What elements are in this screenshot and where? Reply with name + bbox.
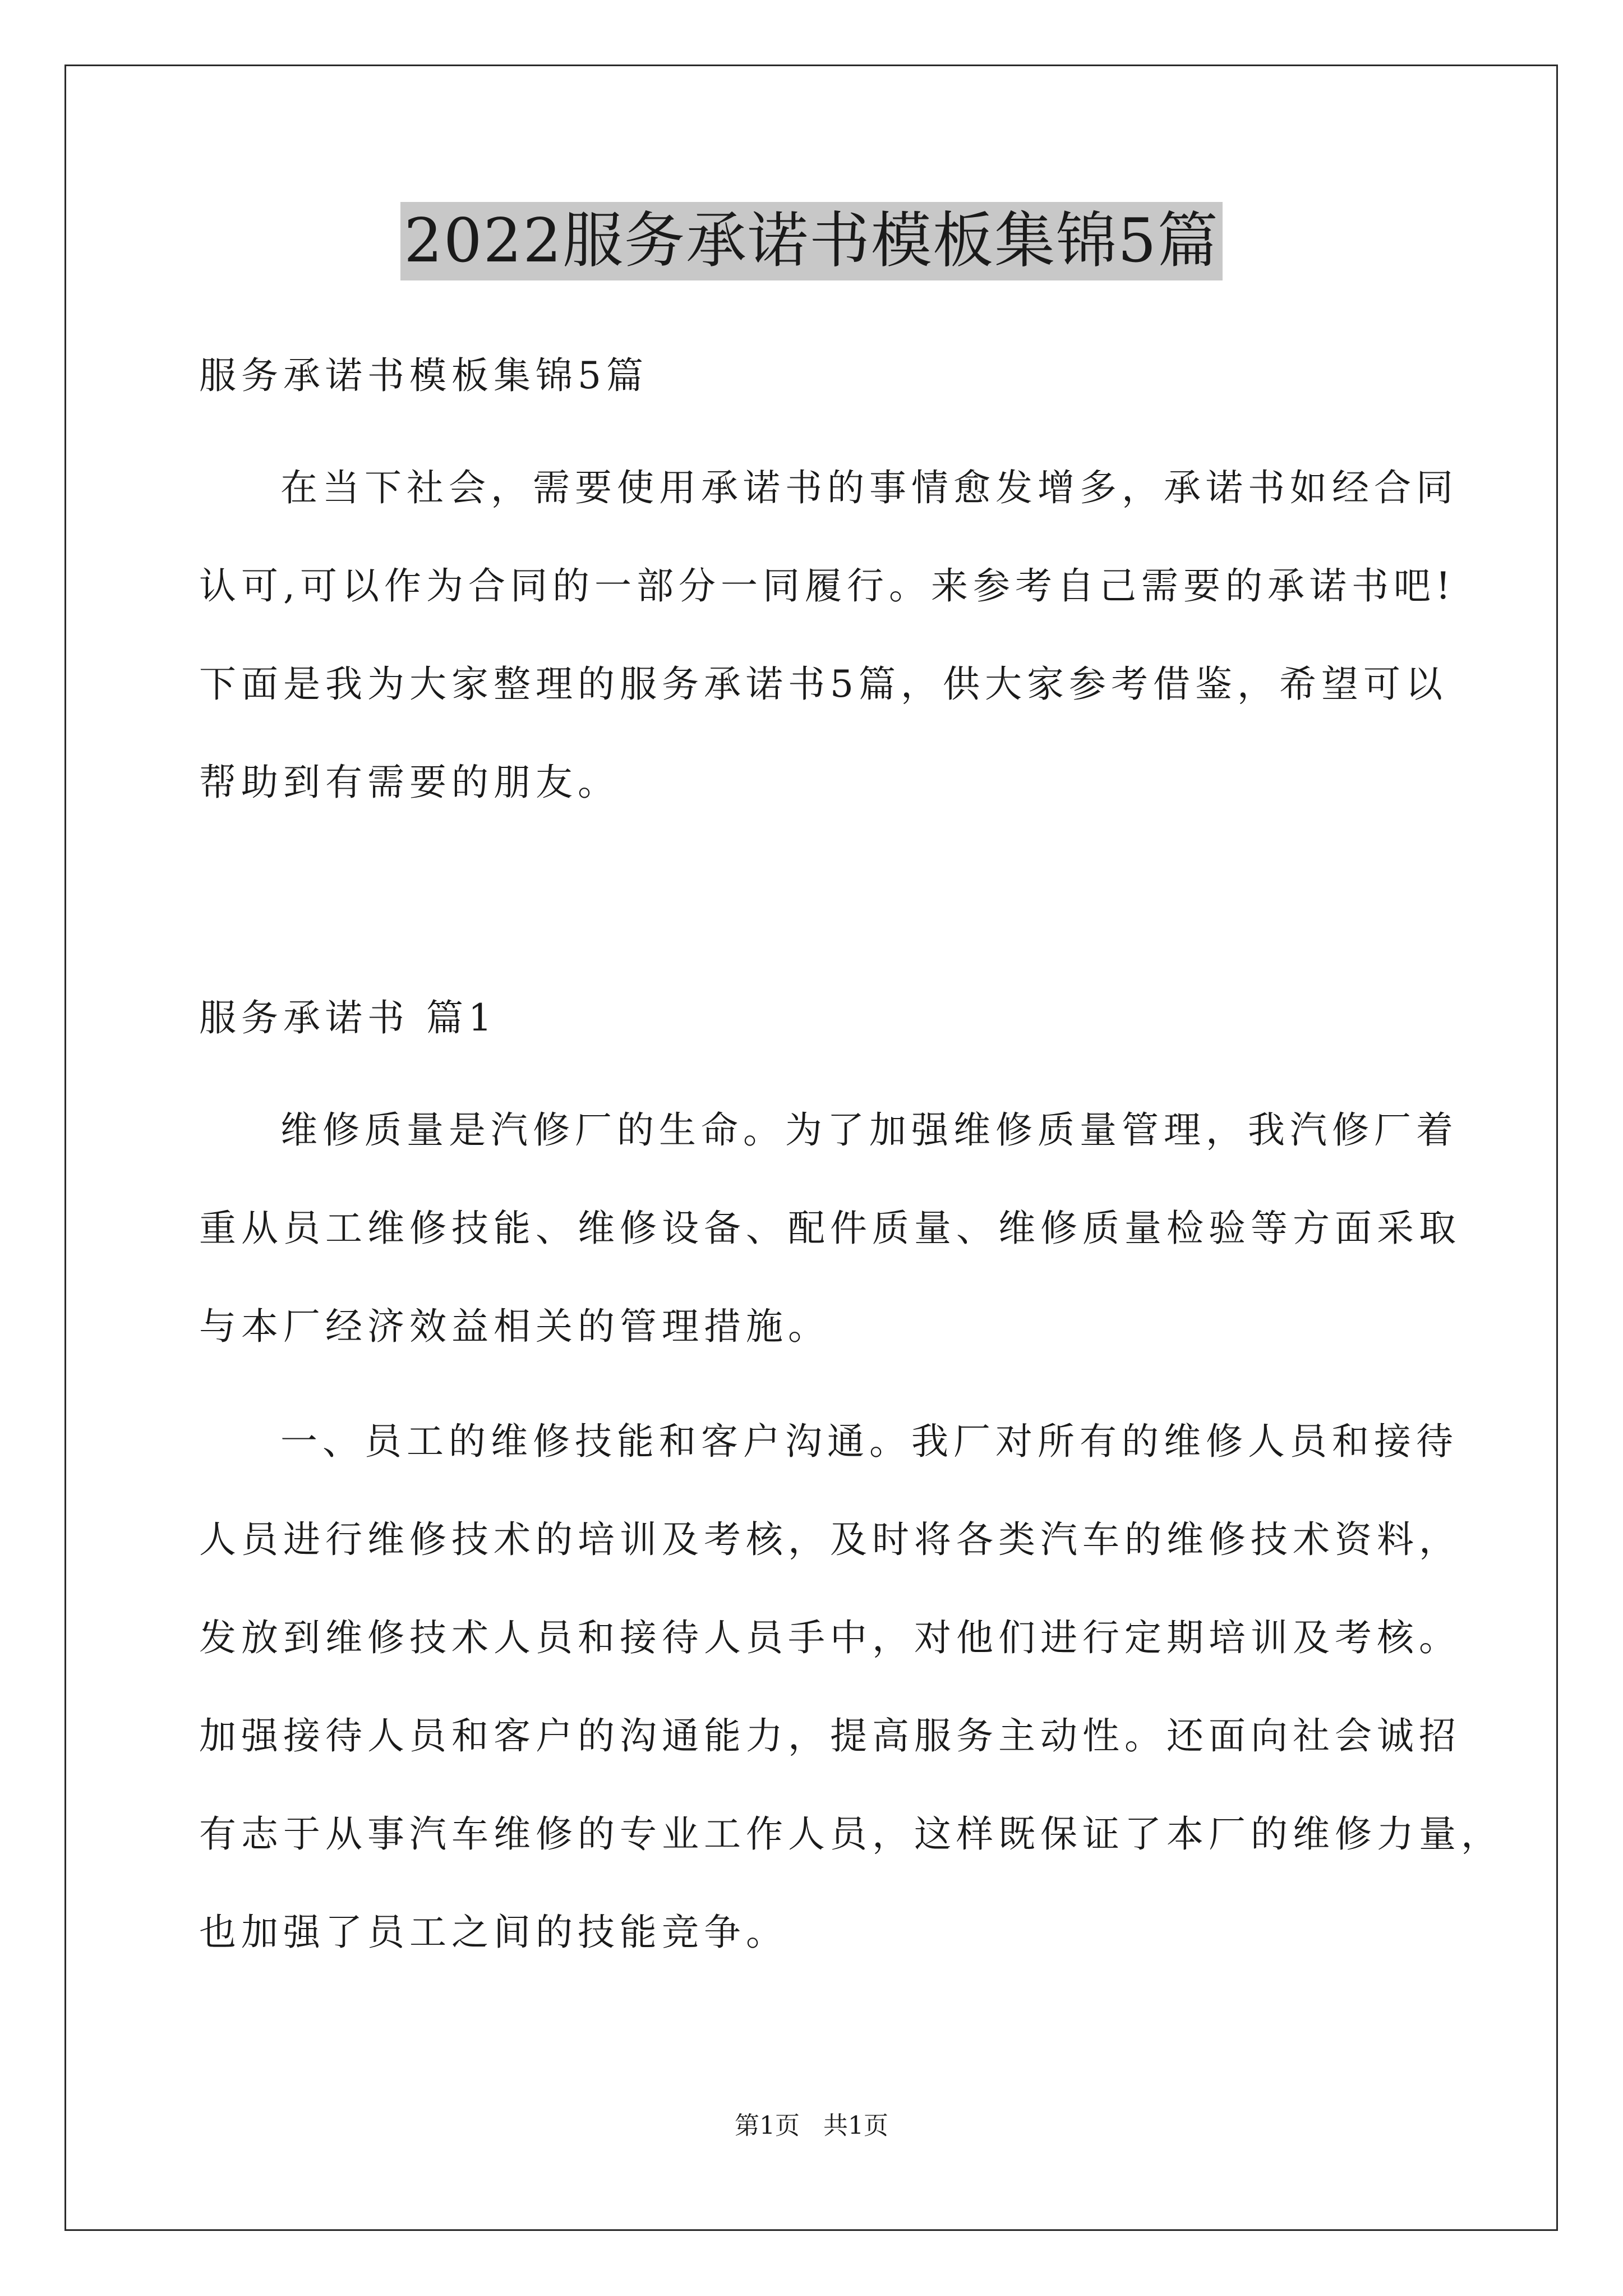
section1-heading: 服务承诺书 篇1	[199, 996, 497, 1039]
section1-para2-line-1: 一、员工的维修技能和客户沟通。我厂对所有的维修人员和接待	[280, 1420, 1458, 1463]
intro-line-3: 下面是我为大家整理的服务承诺书5篇，供大家参考借鉴，希望可以	[199, 662, 1447, 706]
section1-para1-line-1: 维修质量是汽修厂的生命。为了加强维修质量管理，我汽修厂着	[280, 1108, 1458, 1152]
intro-line-4: 帮助到有需要的朋友。	[199, 761, 620, 804]
title-container	[0, 202, 1623, 280]
section1-para2-line-5: 有志于从事汽车维修的专业工作人员，这样既保证了本厂的维修力量，	[199, 1812, 1503, 1856]
document-subtitle: 服务承诺书模板集锦5篇	[199, 354, 648, 397]
section1-para2-line-3: 发放到维修技术人员和接待人员手中，对他们进行定期培训及考核。	[199, 1616, 1461, 1659]
section1-para1-line-2: 重从员工维修技能、维修设备、配件质量、维修质量检验等方面采取	[199, 1207, 1461, 1250]
page-footer: 第1页 共1页	[735, 2111, 888, 2140]
section1-para2-line-6: 也加强了员工之间的技能竞争。	[199, 1911, 788, 1954]
section1-para2-line-4: 加强接待人员和客户的沟通能力，提高服务主动性。还面向社会诚招	[199, 1714, 1461, 1757]
section1-para2-line-2: 人员进行维修技术的培训及考核，及时将各类汽车的维修技术资料，	[199, 1518, 1461, 1561]
intro-line-2: 认可,可以作为合同的一部分一同履行。来参考自己需要的承诺书吧!	[199, 564, 1456, 608]
document-title: 2022服务承诺书模板集锦5篇	[400, 202, 1223, 280]
intro-line-1: 在当下社会，需要使用承诺书的事情愈发增多，承诺书如经合同	[280, 466, 1458, 509]
section1-para1-line-3: 与本厂经济效益相关的管理措施。	[199, 1305, 830, 1348]
